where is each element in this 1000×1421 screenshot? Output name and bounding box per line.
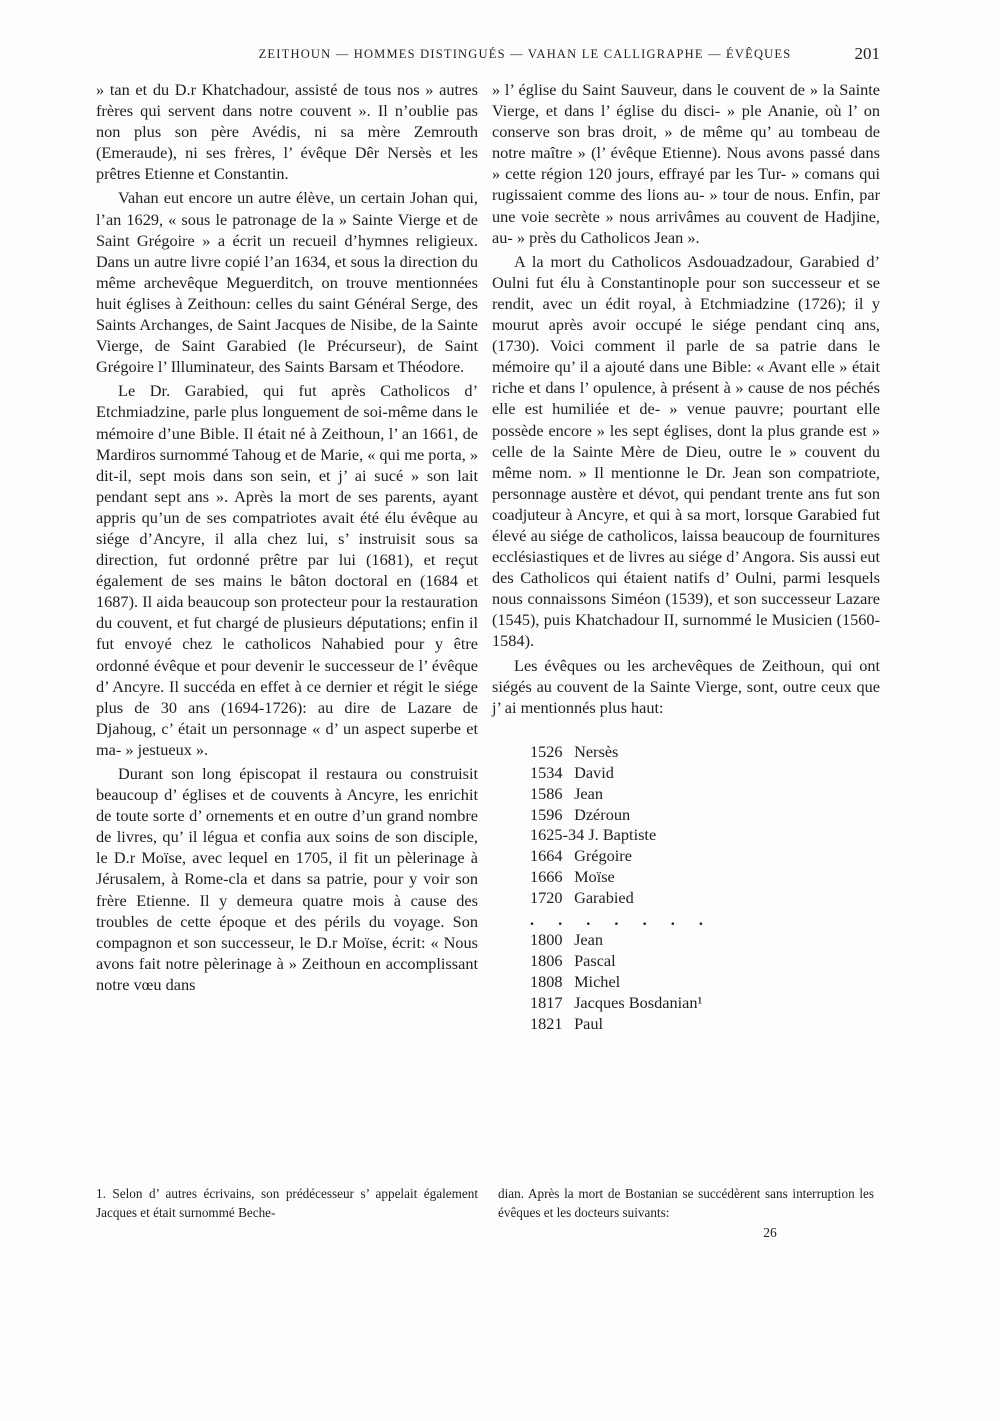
- list-item: 1666 Moïse: [530, 867, 615, 887]
- list-item: 1817 Jacques Bosdanian¹: [530, 992, 703, 1012]
- paragraph: » tan et du D.r Khatchadour, assisté de tous nos » autres frères qui servent dans notre couvent ». Il n’oublie pas non plus son père Avédis, ni sa mère Zemrouth (Emeraude), ni ses frères, l’ évêque Dêr Nersès et les prêtres Etienne et Constantin.: [96, 80, 478, 184]
- paragraph: Les évêques ou les archevêques de Zeithoun, qui ont siégés au couvent de la Sainte Vierge, sont, outre ceux que j’ ai mentionnés plus haut:: [492, 655, 880, 717]
- paragraph: Vahan eut encore un autre élève, un certain Johan qui, l’an 1629, « sous le patronage de la » Sainte Vierge et de Saint Grégoire » a écrit un recueil d’hymnes religieux. Dans un autre livre copié l’an 1634, et sous la direction du même archevêque Meguerditch, on trouve mentionnées huit églises à Zeithoun: celles du saint Général Serge, des Saints Archanges, de Saint Jacques de Nisibe, de la Sainte Vierge, de Saint Garabied (le Précurseur), de Saint Grégoire l’ Illuminateur, des Saints Barsam et Théodore.: [96, 188, 478, 377]
- list-item: 1664 Grégoire: [530, 846, 632, 866]
- list-item: 1800 Jean: [530, 930, 604, 950]
- list-item: 1534 David: [530, 762, 614, 782]
- bishops-list: [530, 742, 880, 1035]
- page-number: 201: [854, 44, 880, 63]
- footnote-right: dian. Après la mort de Bostanian se succédèrent sans interruption les évêques et les docteurs suivants:: [498, 1186, 874, 1220]
- list-item: 1821 Paul: [530, 1013, 604, 1033]
- left-column: [96, 79, 478, 995]
- list-item: 1806 Pascal: [530, 950, 616, 970]
- paragraph: Durant son long épiscopat il restaura ou construisit beaucoup d’ églises et de couvents à Ancyre, les enrichit de toute sorte d’ ornements et en outre d’un grand nombre de livres, qu’ il légua et confia aux soins de son disciple, le D.r Moïse, avec lequel en 1705, il fit un pèlerinage à Jérusalem, à Rome-cla et dans sa patrie, pour y voir son frère Etienne. Il y demeura quatre mois à cause des troubles de cette époque et des périls du voyage. Son compagnon et son successeur, le D.r Moïse, écrit: « Nous avons fait notre pèlerinage à » Zeithoun en accomplissant notre vœu dans: [96, 764, 478, 994]
- paragraph: » l’ église du Saint Sauveur, dans le couvent de » la Sainte Vierge, et dans l’ église du disci- » ple Ananie, où l’ on conserve son bras droit, » de même qu’ au tombeau de notre maître » (l’ évêque Etienne). Nous avons passé dans » cette région 120 jours, effrayé par les Tur- » comans qui rugissaient comme des lions au- » tour de nous. Enfin, par une voie secrète » nous arrivâmes au couvent de Hadjine, au- » près du Catholicos Jean ».: [492, 80, 880, 247]
- list-item: 1526 Nersès: [530, 741, 619, 761]
- paragraph: A la mort du Catholicos Asdouadzadour, Garabied d’ Oulni fut élu à Constantinople pour son successeur et se rendit, avec un édit royal, à Etchmiadzine (1726); il y mourut après avoir occupé le siége pendant cinq ans, (1730). Voici comment il parle de sa patrie dans le mémoire qu’ il a ajouté dans une Bible: « Avant elle » était riche et dans l’ opulence, à présent à » cause de nos péchés elle est humiliée et de- » venue pauvre; pourtant elle possède encore » les sept églises, dont la plus grande est » celle de la Sainte Mère de Dieu, outre le » couvent du même nom. » Il mentionne le Dr. Jean son compatriote, personnage austère et dévot, qui pendant trente ans fut son coadjuteur à Ancyre, et qui à sa mort, lorsque Garabied fut élevé au siége de catholicos, laissa beaucoup de fournitures ecclésiastiques et de livres au siége d’ Angora. Sis aussi eut des Catholicos qui étaient natifs d’ Oulni, parmi lesquels nous connaissons Siméon (1539), et son successeur Lazare (1545), puis Khatchadour II, surnommé le Musicien (1560-1584).: [492, 251, 880, 651]
- list-item: 1808 Michel: [530, 971, 621, 991]
- list-item: 1720 Garabied: [530, 888, 634, 908]
- right-column: [492, 79, 880, 1035]
- running-header: ZEITHOUN — HOMMES DISTINGUÉS — VAHAN LE CALLIGRAPHE — ÉVÊQUES: [258, 47, 792, 61]
- signature-mark: 26: [763, 1225, 777, 1240]
- list-item: 1586 Jean: [530, 783, 604, 803]
- list-item: 1596 Dzéroun: [530, 804, 631, 824]
- list-ellipsis: . . . . . . .: [530, 910, 713, 930]
- list-item: 1625-34 J. Baptiste: [530, 825, 657, 845]
- footnote-left: 1. Selon d’ autres écrivains, son prédécesseur s’ appelait également Jacques et était surnommé Beche-: [96, 1186, 478, 1220]
- paragraph: Le Dr. Garabied, qui fut après Catholicos d’ Etchmiadzine, parle plus longuement de soi-même dans le mémoire d’une Bible. Il était né à Zeithoun, l’ an 1661, de Mardiros surnommé Tahoug et de Marie, « qui me porta, » dit-il, sept mois dans son sein, et j’ ai sucé » son lait pendant sept ans ». Après la mort de ses parents, ayant appris qu’un de ses compatriotes avait été élu évêque au siége d’Ancyre, il alla chez lui, s’ instruisit sous sa direction, fut ordonné prêtre par lui (1681), et reçut également de ses mains le bâton doctoral en (1684 et 1687). Il aida beaucoup son protecteur pour la restauration du couvent, et fut chargé de plusieurs députations; enfin il fut envoyé chez le catholicos Nahabied pour y être ordonné évêque et pour devenir le successeur de l’ évêque d’ Ancyre. Il succéda en effet à ce dernier et régit le siége plus de 30 ans (1694-1726): au dire de Lazare de Djahoug, c’ était un personnage « d’ un aspect superbe et ma- » jestueux ».: [96, 381, 478, 759]
